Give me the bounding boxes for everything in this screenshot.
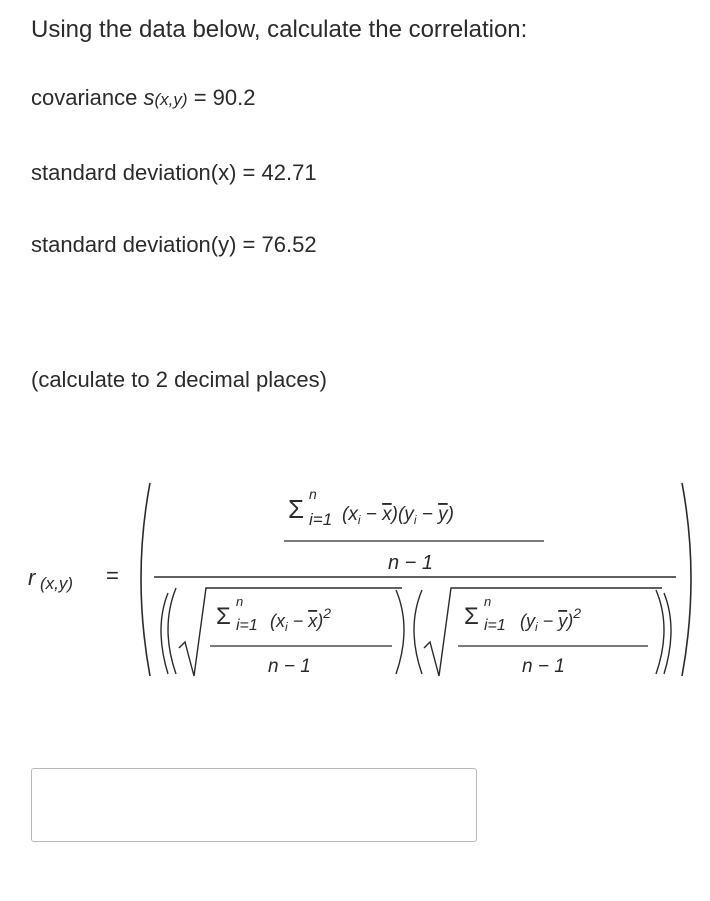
covariance-equals: = — [193, 85, 207, 110]
sigma-x-lower: i=1 — [236, 617, 258, 634]
right-inner-paren-3 — [664, 593, 671, 674]
sigma-x-upper: n — [236, 594, 244, 609]
formula-numerator — [284, 486, 544, 574]
big-right-paren — [682, 483, 691, 676]
numerator-product: $(x_i - x)(y_i - y)$ — [342, 504, 454, 527]
sigma-y: Σ — [464, 603, 479, 630]
sigma-x: Σ — [216, 603, 231, 630]
sd-x-line: standard deviation(x) = 42.71 — [31, 160, 317, 185]
x-denominator: n − 1 — [268, 656, 311, 677]
covariance-subscript: (x,y) — [154, 90, 188, 109]
formula-equals: = — [106, 563, 119, 588]
covariance-symbol: s — [143, 85, 155, 110]
formula-denominator — [161, 588, 671, 677]
big-left-paren — [141, 483, 150, 676]
y-denominator: n − 1 — [522, 656, 565, 677]
sigma-symbol: Σ — [288, 494, 305, 524]
precision-note: (calculate to 2 decimal places) — [31, 367, 327, 392]
right-inner-paren-1 — [396, 590, 404, 674]
covariance-line — [31, 85, 256, 111]
formula-lhs-symbol: r — [28, 565, 36, 590]
numerator-denominator: n − 1 — [388, 552, 434, 574]
right-inner-paren-2 — [656, 590, 664, 674]
covariance-value: 90.2 — [212, 85, 256, 110]
left-inner-paren-2 — [161, 593, 168, 674]
x-deviation-squared: $(x_i - x)^2$ — [270, 605, 331, 634]
left-inner-paren-3 — [414, 590, 422, 674]
left-inner-paren-1 — [168, 588, 176, 674]
y-deviation-squared: $(y_i - y)^2$ — [520, 605, 581, 634]
covariance-label: covariance — [31, 85, 138, 110]
correlation-formula — [24, 478, 704, 688]
sd-y-line: standard deviation(y) = 76.52 — [31, 232, 317, 257]
answer-input[interactable] — [31, 768, 477, 842]
question-title: Using the data below, calculate the correlation: — [31, 16, 528, 43]
sigma-y-upper: n — [484, 594, 492, 609]
sigma-lower-limit: i=1 — [309, 510, 333, 529]
sigma-y-lower: i=1 — [484, 617, 506, 634]
formula-lhs-subscript: (x,y) — [40, 574, 74, 593]
sigma-upper-limit: n — [309, 486, 317, 502]
